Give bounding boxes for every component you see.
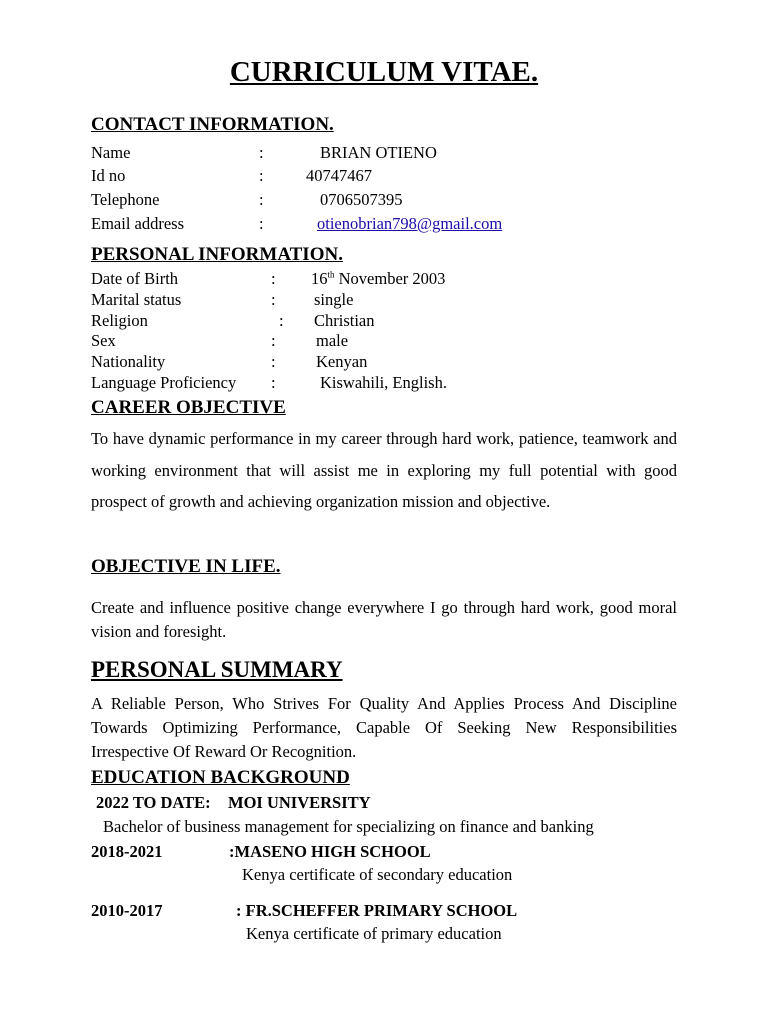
contact-value: 0706507395	[320, 190, 403, 209]
personal-sep: :	[271, 290, 276, 309]
contact-heading: CONTACT INFORMATION.	[91, 114, 334, 135]
education-school: :MASENO HIGH SCHOOL	[229, 842, 431, 861]
personal-sep: :	[271, 331, 276, 350]
education-course: Kenya certificate of primary education	[246, 924, 502, 943]
personal-label: Sex	[91, 331, 116, 350]
personal-sep: :	[271, 373, 276, 392]
dob-rest: November 2003	[334, 269, 446, 288]
contact-sep: :	[259, 166, 264, 185]
contact-sep: :	[259, 214, 264, 233]
education-period: 2010-2017	[91, 901, 163, 920]
personal-value: Christian	[314, 311, 375, 330]
personal-label: Date of Birth	[91, 269, 179, 288]
contact-label: Telephone	[91, 190, 160, 209]
life-paragraph: Create and influence positive change everywhere I go through hard work, good moral vision and foresight.	[91, 598, 677, 641]
dob-day: 16	[311, 269, 328, 288]
summary-paragraph: A Reliable Person, Who Strives For Quality And Applies Process And Discipline Towards Optimizing Performance, Capable Of Seeking New Responsibilities Irrespective Of Reward Or Recognition.	[91, 694, 677, 761]
education-course: Bachelor of business management for specializing on finance and banking	[103, 817, 594, 836]
contact-value: BRIAN OTIENO	[320, 143, 437, 162]
education-heading: EDUCATION BACKGROUND	[91, 767, 350, 788]
contact-label: Name	[91, 143, 131, 162]
email-link[interactable]: otienobrian798@gmail.com	[317, 214, 503, 233]
education-period: 2022 TO DATE:	[96, 793, 211, 812]
personal-label: Nationality	[91, 352, 166, 371]
career-paragraph: To have dynamic performance in my career through hard work, patience, teamwork and working environment that will assist me in exploring my full potential with good prospect of growth and achieving organization mission and objective.	[91, 429, 677, 511]
personal-sep: :	[271, 352, 276, 371]
contact-sep: :	[259, 190, 264, 209]
education-period: 2018-2021	[91, 842, 163, 861]
personal-label: Religion	[91, 311, 148, 330]
document-title: CURRICULUM VITAE.	[229, 56, 539, 88]
life-heading: OBJECTIVE IN LIFE.	[91, 556, 281, 577]
personal-sep: :	[271, 269, 276, 288]
personal-value: male	[316, 331, 349, 350]
dob-suffix: th	[327, 269, 335, 280]
contact-value: 40747467	[306, 166, 372, 185]
personal-label: Language Proficiency	[91, 373, 237, 392]
summary-heading: PERSONAL SUMMARY	[91, 657, 343, 682]
contact-label: Email address	[91, 214, 185, 233]
personal-heading: PERSONAL INFORMATION.	[91, 244, 343, 265]
career-heading: CAREER OBJECTIVE	[91, 397, 286, 418]
personal-value	[311, 269, 445, 289]
personal-sep: :	[279, 311, 284, 330]
contact-sep: :	[259, 143, 264, 162]
education-school: : FR.SCHEFFER PRIMARY SCHOOL	[236, 901, 518, 920]
personal-value: Kenyan	[316, 352, 368, 371]
education-course: Kenya certificate of secondary education	[242, 865, 513, 884]
contact-label: Id no	[91, 166, 126, 185]
personal-value: single	[314, 290, 354, 309]
personal-value: Kiswahili, English.	[320, 373, 447, 392]
education-school: MOI UNIVERSITY	[228, 793, 371, 812]
personal-label: Marital status	[91, 290, 182, 309]
